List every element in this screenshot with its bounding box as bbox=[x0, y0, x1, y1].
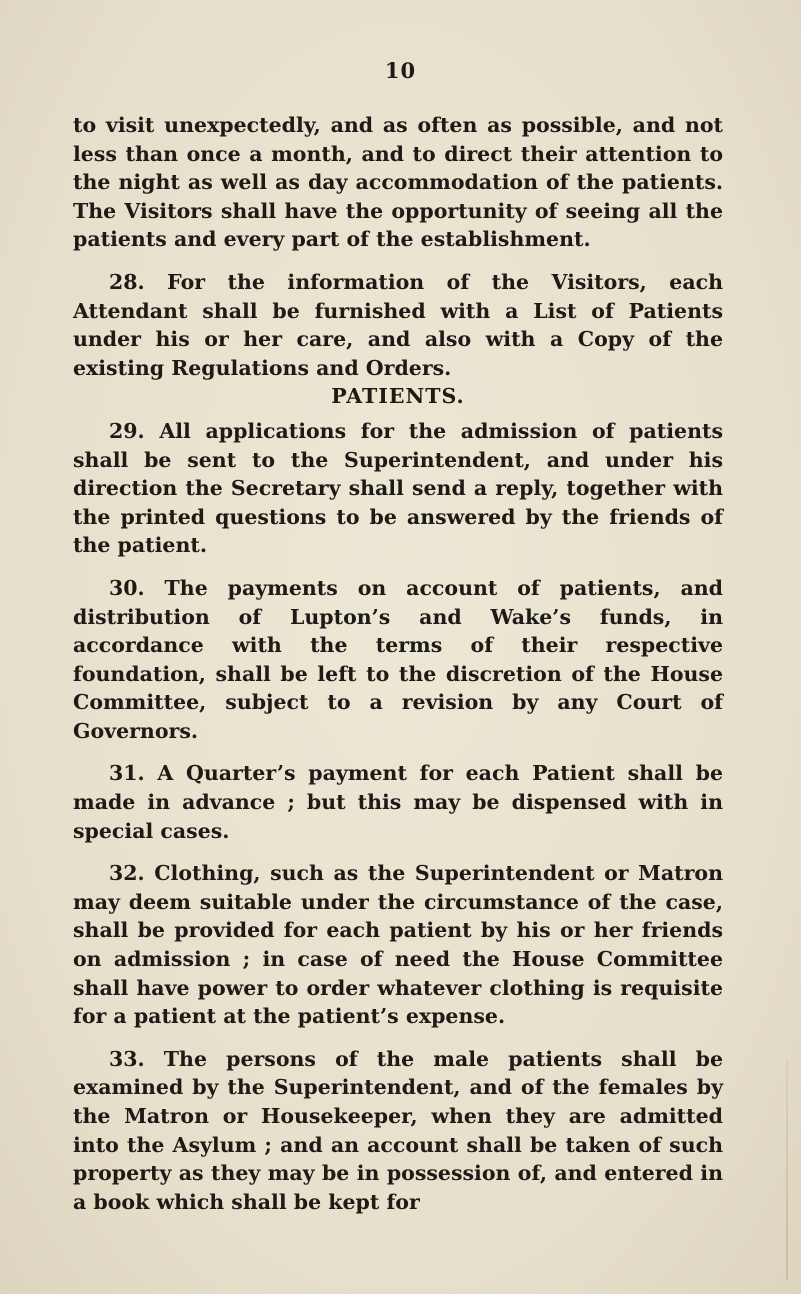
page-number: 10 bbox=[384, 58, 417, 83]
paragraph-28: 28. For the information of the Visitors, each Attendant shall be furnished with a List of Patients under his or her care, and also with a Copy of the existing Regulations and Orders. bbox=[73, 269, 723, 380]
paragraph-continuation: to visit unexpectedly, and as often as possible, and not less than once a month, and to direct their attention to the night as well as day accommodation of the patients. The Visitors shall have the opportunity of seeing all the patients and every part of the establishment. bbox=[73, 113, 723, 252]
section-heading-patients: PATIENTS. bbox=[331, 384, 465, 409]
paragraph-29: 29. All applications for the admission of patients shall be sent to the Superintendent, and under his direction the Secretary shall send a reply, together with the printed questions to be answered by the friends of the patient. bbox=[73, 418, 723, 558]
paragraph-33: 33. The persons of the male patients shall be examined by the Superintendent, and of the females by the Matron or Housekeeper, when they are admitted into the Asylum ; and an account shall be taken of such property as they may be in possession of, and entered in a book which shall be kept for bbox=[73, 1046, 723, 1214]
page-edge-shadow bbox=[786, 1060, 788, 1280]
page-body bbox=[73, 111, 723, 1216]
paragraph-30: 30. The payments on account of patients, and distribution of Lupton’s and Wake’s funds, in accordance with the terms of their respective foundation, shall be left to the discretion of the House Committee, subject to a revision by any Court of Governors. bbox=[73, 575, 723, 743]
paragraph-31: 31. A Quarter’s payment for each Patient shall be made in advance ; but this may be dispensed with in special cases. bbox=[73, 761, 723, 843]
paragraph-32: 32. Clothing, such as the Superintendent or Matron may deem suitable under the circumstance of the case, shall be provided for each patient by his or her friends on admission ; in case of need the House Committee shall have power to order whatever clothing is requisite for a patient at the patient’s expense. bbox=[73, 861, 723, 1029]
